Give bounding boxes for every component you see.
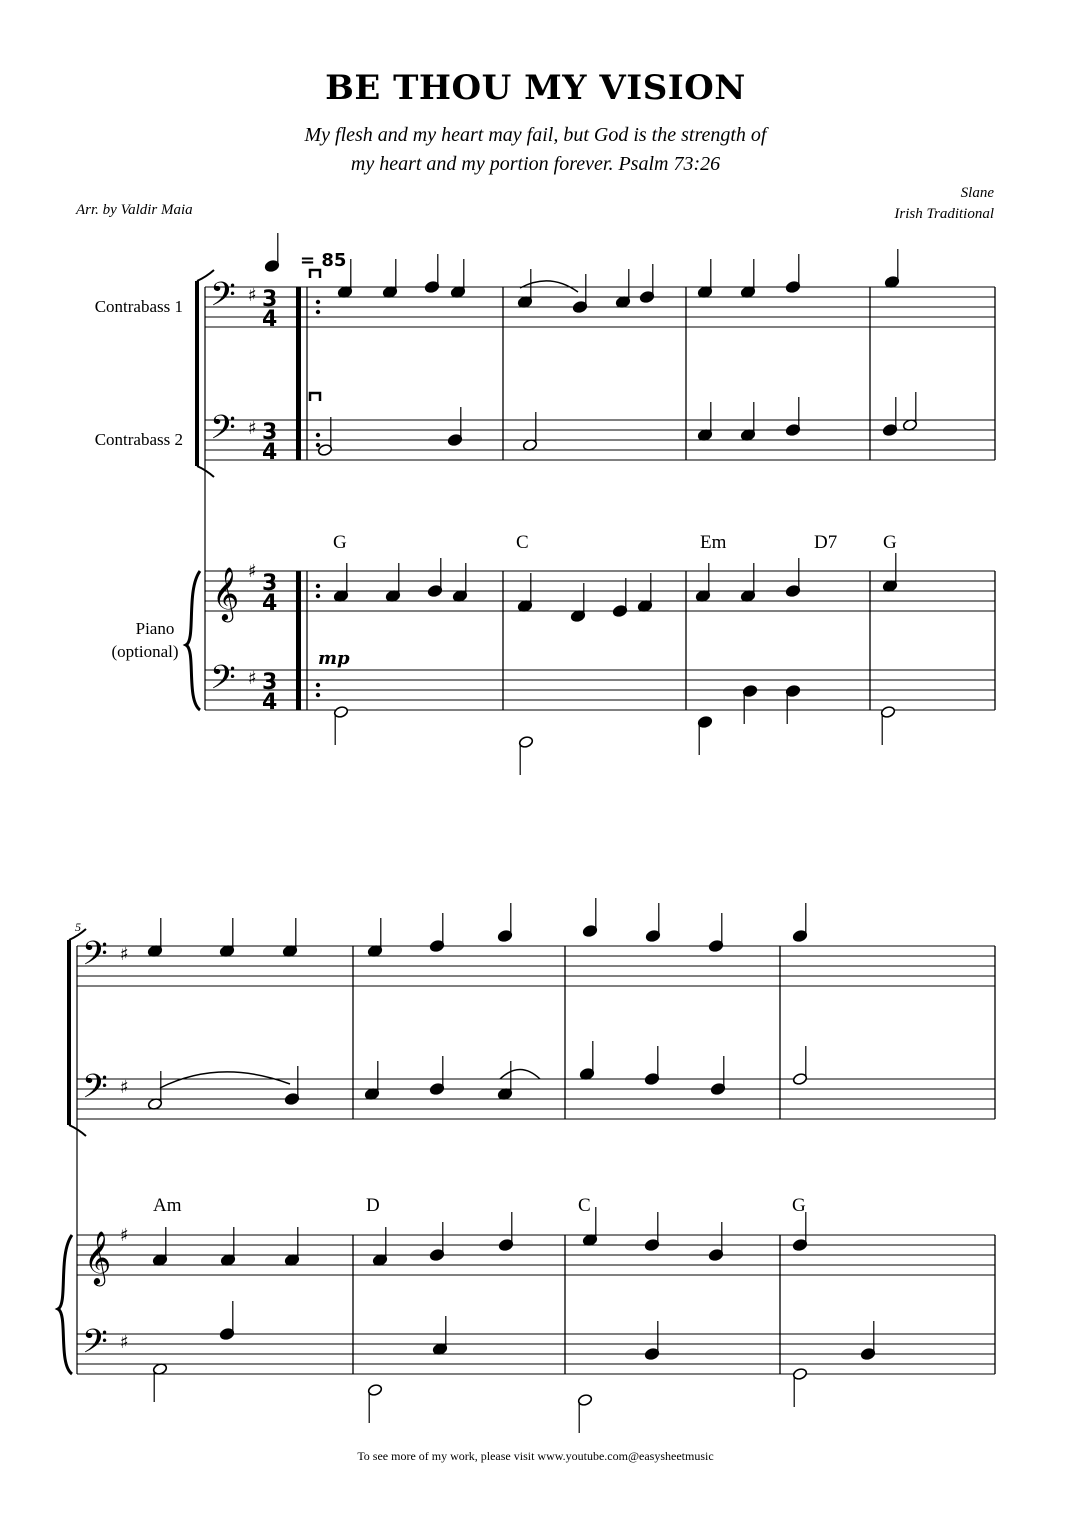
- chord-symbol: G: [883, 532, 897, 553]
- ensemble-bracket: [195, 281, 199, 466]
- down-bow-icon: [310, 270, 320, 278]
- repeat-dot: [316, 310, 320, 314]
- down-bow-icon: [310, 393, 320, 401]
- page-title: BE THOU MY VISION: [325, 68, 746, 108]
- instrument-label-contrabass-1: Contrabass 1: [94, 297, 183, 316]
- footer-note: To see more of my work, please visit www.youtube.com@easysheetmusic: [357, 1449, 714, 1463]
- chord-symbol: C: [516, 532, 529, 553]
- glyph: 𝄢: [82, 935, 108, 981]
- glyph: 3: [262, 571, 278, 596]
- chord-symbol: Em: [700, 532, 727, 553]
- glyph: ♯: [120, 1077, 129, 1098]
- instrument-label-contrabass-2: Contrabass 2: [94, 430, 183, 449]
- tempo-bpm: = 85: [300, 250, 347, 271]
- chord-symbol: G: [792, 1195, 806, 1216]
- glyph: 3: [262, 420, 278, 445]
- repeat-dot: [316, 683, 320, 687]
- piano-brace: [186, 571, 200, 710]
- glyph: 4: [262, 690, 278, 715]
- tune-name: Slane: [960, 185, 994, 201]
- glyph: 3: [262, 670, 278, 695]
- chord-symbol: C: [578, 1195, 591, 1216]
- arranger-credit: Arr. by Valdir Maia: [76, 202, 193, 218]
- slur: [500, 1070, 540, 1080]
- slur: [160, 1072, 290, 1088]
- repeat-dot: [316, 693, 320, 697]
- repeat-dot: [316, 300, 320, 304]
- instrument-label-piano: Piano: [135, 619, 175, 638]
- dynamic-marking: mp: [318, 648, 350, 669]
- glyph: 4: [262, 440, 278, 465]
- glyph: 𝄢: [210, 409, 236, 455]
- glyph: ♯: [120, 944, 129, 965]
- instrument-label-piano-optional: (optional): [111, 642, 179, 661]
- chord-symbol: D7: [814, 532, 838, 553]
- measure-number: 5: [75, 920, 81, 934]
- glyph: ♯: [248, 668, 257, 689]
- chord-symbol: Am: [153, 1195, 182, 1216]
- chord-symbol: G: [333, 532, 347, 553]
- repeat-dot: [316, 584, 320, 588]
- repeat-barline-thick: [296, 571, 301, 710]
- piano-brace: [58, 1235, 72, 1374]
- glyph: 3: [262, 287, 278, 312]
- chord-symbol: D: [366, 1195, 380, 1216]
- repeat-dot: [316, 433, 320, 437]
- glyph: 𝄞: [212, 566, 240, 620]
- glyph: 4: [262, 307, 278, 332]
- glyph: 𝄞: [84, 1230, 112, 1284]
- glyph: 4: [262, 591, 278, 616]
- repeat-dot: [316, 443, 320, 447]
- ensemble-bracket: [67, 940, 71, 1125]
- glyph: 𝄢: [82, 1323, 108, 1369]
- glyph: 𝄢: [210, 276, 236, 322]
- glyph: ♯: [120, 1332, 129, 1353]
- glyph: 𝄢: [82, 1068, 108, 1114]
- composer-origin: Irish Traditional: [894, 206, 994, 222]
- glyph: ♯: [248, 561, 257, 582]
- glyph: ♯: [120, 1225, 129, 1246]
- repeat-barline-thick: [296, 287, 301, 460]
- glyph: ♯: [248, 285, 257, 306]
- repeat-dot: [316, 594, 320, 598]
- glyph: 𝄢: [210, 659, 236, 705]
- notation: [58, 233, 995, 1433]
- epigraph-line-2: my heart and my portion forever. Psalm 73:26: [350, 153, 721, 175]
- slur: [520, 281, 578, 292]
- glyph: ♯: [248, 418, 257, 439]
- epigraph-line-1: My flesh and my heart may fail, but God is the strength of: [304, 124, 767, 146]
